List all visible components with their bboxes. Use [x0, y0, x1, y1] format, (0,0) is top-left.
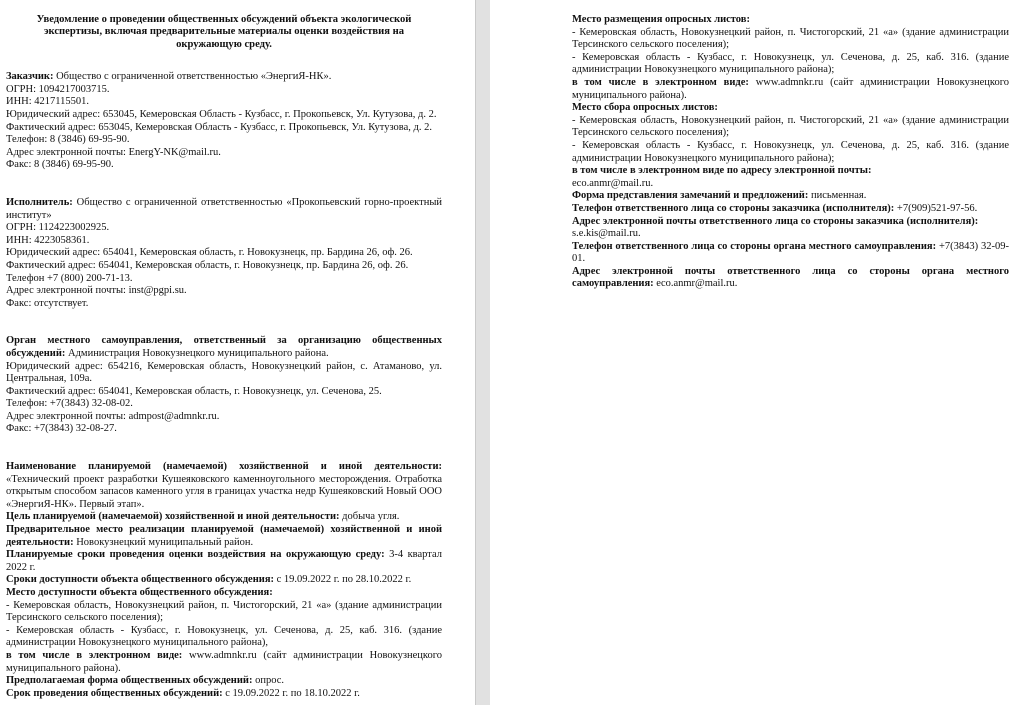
remarks-form-label: Форма представления замечаний и предложений:	[572, 190, 809, 202]
collection-1: - Кемеровская область, Новокузнецкий район, п. Чистогорский, 21 «а» (здание администрации Терсинского сельского поселения);	[572, 114, 1009, 139]
availability-online-line	[6, 650, 442, 675]
customer-ogrn: ОГРН: 1094217003715.	[6, 83, 110, 95]
gov-contact-phone-value: +7(3843) 32-09-01.	[572, 240, 1009, 265]
customer-actual-address: Фактический адрес: 653045, Кемеровская Область - Кузбасс, г. Прокопьевск, Ул. Кутузова, д. 2.	[6, 121, 432, 133]
discussion-form-line	[6, 675, 442, 688]
gov-contact-phone-label: Телефон ответственного лица со стороны органа местного самоуправления:	[572, 240, 937, 252]
customer-name-line	[6, 71, 442, 84]
collection-label: Место сбора опросных листов:	[572, 102, 718, 114]
customer-legal-address: Юридический адрес: 653045, Кемеровская Область - Кузбасс, г. Прокопьевск, Ул. Кутузова, д. 2.	[6, 109, 437, 120]
availability-online-value: www.admnkr.ru (сайт администрации Новокузнецкого муниципального района).	[6, 649, 442, 674]
activity-name-line	[6, 461, 442, 511]
discussion-period-line	[6, 688, 442, 701]
gov-contact-email-label: Адрес электронной почты ответственного лица со стороны органа местного самоуправления:	[572, 265, 1009, 290]
placement-label: Место размещения опросных листов:	[572, 14, 750, 25]
contractor-phone: Телефон +7 (800) 200-71-13.	[6, 272, 133, 284]
activity-place-line	[6, 524, 442, 549]
remarks-form-value: письменная.	[808, 190, 867, 202]
availability-terms-value: с 19.09.2022 г. по 28.10.2022 г.	[274, 574, 412, 586]
left-column	[6, 14, 442, 700]
page-left	[0, 0, 475, 705]
customer-label: Заказчик:	[6, 71, 54, 83]
discussion-form-label: Предполагаемая форма общественных обсуждений:	[6, 675, 253, 687]
contractor-inn: ИНН: 4223058361.	[6, 234, 90, 246]
availability-online-label: в том числе в электронном виде:	[6, 649, 183, 661]
local-gov-fax: Факс: +7(3843) 32-08-27.	[6, 423, 117, 435]
local-gov-label: Орган местного самоуправления, ответственный за организацию общественных обсуждений:	[6, 335, 442, 359]
local-gov-name: Администрация Новокузнецкого муниципального района.	[65, 347, 329, 359]
contractor-fax: Факс: отсутствует.	[6, 297, 89, 309]
gov-contact-email-value: eco.anmr@mail.ru.	[653, 278, 738, 290]
document-title: Уведомление о проведении общественных обсуждений объекта экологической экспертизы, включая предварительные материалы оценки воздействия на окружающую среду.	[36, 14, 412, 50]
availability-terms-line	[6, 574, 442, 587]
customer-contact-phone-value: +7(909)521-97-56.	[894, 202, 978, 214]
contractor-legal-address: Юридический адрес: 654041, Кемеровская область, г. Новокузнецк, пр. Бардина 26, оф. 26.	[6, 247, 413, 259]
contractor-name-line	[6, 197, 442, 222]
page-right	[490, 0, 1021, 705]
customer-fax: Факс: 8 (3846) 69-95-90.	[6, 159, 114, 171]
collection-email: eco.anmr@mail.ru.	[572, 177, 654, 189]
activity-terms-line	[6, 549, 442, 574]
local-gov-email: Адрес электронной почты: admpost@admnkr.ru.	[6, 410, 220, 422]
contractor-actual-address: Фактический адрес: 654041, Кемеровская область, г. Новокузнецк, пр. Бардина 26, оф. 26.	[6, 259, 409, 271]
customer-contact-phone-line	[572, 203, 1009, 216]
placement-online-line	[572, 77, 1009, 102]
activity-terms-value: 3-4 квартал 2022 г.	[6, 549, 442, 573]
local-gov-legal-address: Юридический адрес: 654216, Кемеровская область, Новокузнецкий район, с. Атаманово, ул. Центральная, 109а.	[6, 360, 442, 385]
activity-terms-label: Планируемые сроки проведения оценки воздействия на окружающую среду:	[6, 549, 385, 561]
local-gov-line	[6, 335, 442, 360]
gov-contact-email-line	[572, 266, 1009, 291]
collection-2: - Кемеровская область - Кузбасс, г. Новокузнецк, ул. Сеченова, д. 25, каб. 316. (здание администрации Новокузнецкого муниципального района);	[572, 139, 1009, 164]
contractor-label: Исполнитель:	[6, 196, 73, 208]
activity-name-value: «Технический проект разработки Кушеяковского каменноугольного месторождения. Отработка открытым способом запасов каменного угля в границах участка недр Кушеяковский Новый ООО «ЭнергиЯ-НК». Первый этап».	[6, 473, 442, 510]
gov-contact-phone-line	[572, 241, 1009, 266]
discussion-form-value: опрос.	[252, 675, 284, 687]
discussion-period-value: с 19.09.2022 г. по 18.10.2022 г.	[222, 687, 360, 699]
activity-goal-value: добыча угля.	[339, 511, 400, 523]
activity-goal-line	[6, 511, 442, 524]
local-gov-actual-address: Фактический адрес: 654041, Кемеровская область, г. Новокузнецк, ул. Сеченова, 25.	[6, 385, 382, 397]
availability-place-1: - Кемеровская область, Новокузнецкий район, п. Чистогорский, 21 «а» (здание администрации Терсинского сельского поселения);	[6, 599, 442, 624]
customer-contact-phone-label: Телефон ответственного лица со стороны заказчика (исполнителя):	[572, 202, 895, 214]
activity-goal-label: Цель планируемой (намечаемой) хозяйственной и иной деятельности:	[6, 511, 340, 523]
customer-phone: Телефон: 8 (3846) 69-95-90.	[6, 134, 130, 146]
customer-email: Адрес электронной почты: EnergY-NK@mail.ru.	[6, 146, 221, 158]
placement-2: - Кемеровская область - Кузбасс, г. Новокузнецк, ул. Сеченова, д. 25, каб. 316. (здание администрации Новокузнецкого муниципального района);	[572, 51, 1009, 76]
discussion-period-label: Срок проведения общественных обсуждений:	[6, 687, 223, 699]
remarks-form-line	[572, 190, 1009, 203]
availability-place-label: Место доступности объекта общественного обсуждения:	[6, 587, 273, 598]
collection-online-label: в том числе в электронном виде по адресу электронной почты:	[572, 165, 872, 177]
availability-place-2: - Кемеровская область - Кузбасс, г. Новокузнецк, ул. Сеченова, д. 25, каб. 316. (здание администрации Новокузнецкого муниципального района),	[6, 624, 442, 649]
contractor-ogrn: ОГРН: 1124223002925.	[6, 222, 110, 234]
contractor-name: Общество с ограниченной ответственностью «Прокопьевский горно-проектный институт»	[6, 196, 442, 221]
placement-online-label: в том числе в электронном виде:	[572, 76, 749, 88]
customer-contact-email-value: s.e.kis@mail.ru.	[572, 228, 641, 240]
placement-online-value: www.admnkr.ru (сайт администрации Новокузнецкого муниципального района).	[572, 76, 1009, 101]
customer-name: Общество с ограниченной ответственностью «ЭнергиЯ-НК».	[53, 71, 332, 83]
local-gov-phone: Телефон: +7(3843) 32-08-02.	[6, 398, 133, 410]
customer-contact-email-label: Адрес электронной почты ответственного лица со стороны заказчика (исполнителя):	[572, 215, 979, 227]
contractor-email: Адрес электронной почты: inst@pgpi.su.	[6, 285, 187, 297]
activity-name-label: Наименование планируемой (намечаемой) хозяйственной и иной деятельности:	[6, 461, 442, 473]
availability-terms-label: Сроки доступности объекта общественного обсуждения:	[6, 574, 274, 586]
right-column	[572, 14, 1009, 291]
activity-place-label: Предварительное место реализации планируемой (намечаемой) хозяйственной и иной деятельности:	[6, 524, 442, 548]
activity-place-value: Новокузнецкий муниципальный район.	[73, 536, 254, 548]
customer-inn: ИНН: 4217115501.	[6, 96, 90, 108]
placement-1: - Кемеровская область, Новокузнецкий район, п. Чистогорский, 21 «а» (здание администрации Терсинского сельского поселения);	[572, 26, 1009, 51]
